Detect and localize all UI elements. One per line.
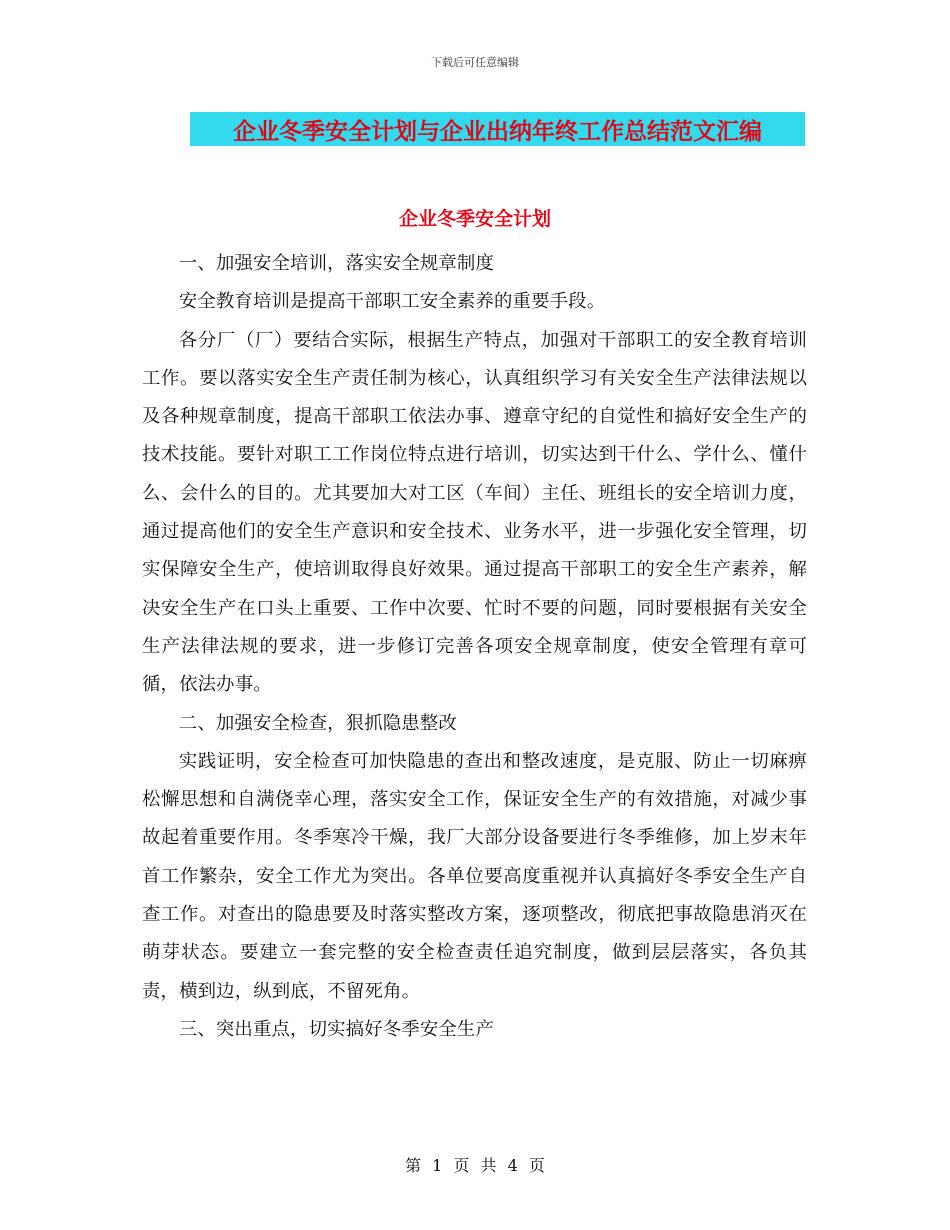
document-title-highlight — [190, 112, 805, 146]
heading-3: 三、突出重点，切实搞好冬季安全生产 — [178, 1018, 494, 1040]
paragraph-1: 安全教育培训是提高干部职工安全素养的重要手段。 — [178, 291, 606, 313]
paragraph-2: 各分厂（厂）要结合实际，根据生产特点，加强对干部职工的安全教育培训工作。要以落实安全生产责任制为核心，认真组织学习有关安全生产法律法规以及各种规章制度，提高干部职工依法办事、遵章守纪的自觉性和搞好安全生产的技术技能。要针对职工工作岗位特点进行培训，切实达到干什么、学什么、懂什么、会什么的目的。尤其要加大对工区（车间）主任、班组长的安全培训力度，通过提高他们的安全生产意识和安全技术、业务水平，进一步强化安全管理，切实保障安全生产，使培训取得良好效果。通过提高干部职工的安全生产素养，解决安全生产在口头上重要、工作中次要、忙时不要的问题，同时要根据有关安全生产法律法规的要求，进一步修订完善各项安全规章制度，使安全管理有章可循，依法办事。 — [142, 329, 807, 696]
document-body — [142, 245, 807, 1049]
header-note: 下载后可任意编辑 — [431, 56, 519, 69]
section-title: 企业冬季安全计划 — [398, 208, 551, 230]
page-footer: 第 1 页 共 4 页 — [405, 1156, 545, 1175]
heading-1: 一、加强安全培训，落实安全规章制度 — [178, 253, 494, 274]
paragraph-3: 实践证明，安全检查可加快隐患的查出和整改速度，是克服、防止一切麻痹松懈思想和自满侥幸心理，落实安全工作，保证安全生产的有效措施，对减少事故起着重要作用。冬季寒冷干燥，我厂大部分设备要进行冬季维修，加上岁末年首工作繁杂，安全工作尤为突出。各单位要高度重视并认真搞好冬季安全生产自查工作。对查出的隐患要及时落实整改方案，逐项整改，彻底把事故隐患消灭在萌芽状态。要建立一套完整的安全检查责任追究制度，做到层层落实，各负其责，横到边，纵到底，不留死角。 — [142, 750, 807, 1002]
document-title: 企业冬季安全计划与企业出纳年终工作总结范文汇编 — [233, 118, 762, 145]
heading-2: 二、加强安全检查，狠抓隐患整改 — [178, 712, 457, 734]
